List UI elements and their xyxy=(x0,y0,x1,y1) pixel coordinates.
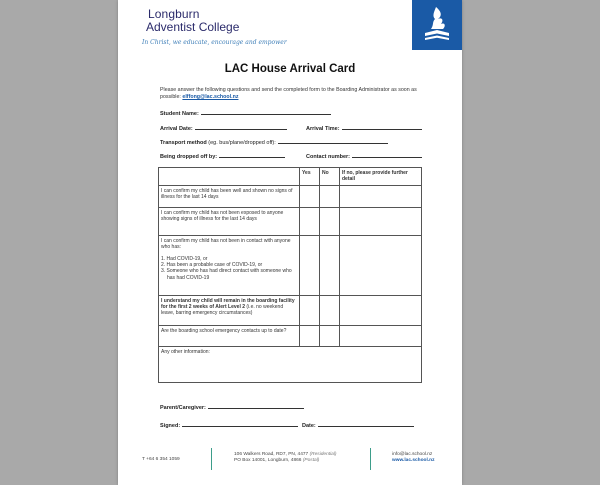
transport-line[interactable] xyxy=(278,138,388,144)
page-title: LAC House Arrival Card xyxy=(224,63,356,75)
address-note2: (Postal) xyxy=(302,458,320,463)
detail-cell[interactable] xyxy=(340,186,422,208)
date-line[interactable] xyxy=(318,421,414,427)
question-intro: I can confirm my child has not been in contact with anyone who has: xyxy=(161,237,291,250)
footer-address xyxy=(234,452,337,464)
no-cell[interactable] xyxy=(320,296,340,326)
signed-line[interactable] xyxy=(182,421,298,427)
date-field xyxy=(302,421,414,429)
student-name-label: Student Name: xyxy=(160,111,199,117)
detail-cell[interactable] xyxy=(340,326,422,347)
no-cell[interactable] xyxy=(320,326,340,347)
no-cell[interactable] xyxy=(320,186,340,208)
header-detail: If no, please provide further detail xyxy=(340,168,422,186)
header-question xyxy=(159,168,300,186)
footer-email[interactable]: info@lac.school.nz xyxy=(392,452,433,457)
arrival-date-field xyxy=(160,124,287,132)
parent-label: Parent/Caregiver: xyxy=(160,405,206,411)
list-item: 2. Has been a probable case of COVID-19, or xyxy=(161,262,263,269)
detail-cell[interactable] xyxy=(340,208,422,236)
arrival-time-label: Arrival Time: xyxy=(306,126,340,132)
header-yes: Yes xyxy=(300,168,320,186)
contact-number-label: Contact number: xyxy=(306,154,350,160)
list-item: 3. Someone who has had direct contact with someone who has had COVID-19 xyxy=(161,268,292,281)
header-no: No xyxy=(320,168,340,186)
table-header-row xyxy=(159,168,422,186)
question-cell: Are the boarding school emergency contacts up to date? xyxy=(159,326,300,347)
contact-email-link[interactable]: elffong@lac.school.nz xyxy=(182,94,239,100)
date-label: Date: xyxy=(302,423,316,429)
footer-website[interactable]: www.lac.school.nz xyxy=(392,458,435,463)
yes-cell[interactable] xyxy=(300,296,320,326)
transport-label: Transport method xyxy=(160,140,207,146)
student-name-field xyxy=(160,109,331,117)
school-name-line1: Longburn xyxy=(148,7,200,21)
question-cell xyxy=(159,296,300,326)
no-cell[interactable] xyxy=(320,208,340,236)
transport-field xyxy=(160,138,388,146)
yes-cell[interactable] xyxy=(300,186,320,208)
table-row xyxy=(159,208,422,236)
dropped-off-field xyxy=(160,152,285,160)
arrival-date-label: Arrival Date: xyxy=(160,126,193,132)
address-line1: 106 Walkers Road, RD7, PN, 4477 xyxy=(234,452,309,457)
footer-phone: T +64 6 354 1059 xyxy=(142,457,180,462)
transport-note: (eg. bus/plane/dropped off): xyxy=(208,140,276,146)
list-item: 1. Had COVID-19, or xyxy=(161,255,208,262)
intro-text xyxy=(160,87,430,101)
question-cell: I can confirm my child has not been exposed to anyone showing signs of illness for the last 14 days xyxy=(159,208,300,236)
contact-number-field xyxy=(306,152,422,160)
school-name-line2: Adventist College xyxy=(146,20,240,34)
church-emblem xyxy=(412,0,462,50)
detail-cell[interactable] xyxy=(340,296,422,326)
parent-line[interactable] xyxy=(208,403,304,409)
arrival-time-line[interactable] xyxy=(342,124,422,130)
dropped-off-line[interactable] xyxy=(219,152,285,158)
contact-number-line[interactable] xyxy=(352,152,422,158)
flame-book-icon xyxy=(412,0,462,50)
yes-cell[interactable] xyxy=(300,326,320,347)
intro-body: Please answer the following questions and send the completed form to the Boarding Administrator as soon as possible: xyxy=(160,87,417,100)
footer-divider xyxy=(211,448,212,470)
question-rest: (i.e. no weekend leave, barring emergency circumstances) xyxy=(161,303,284,316)
document-page xyxy=(118,0,462,485)
address-line2: PO Box 14001, Longburn, 4866 xyxy=(234,458,302,463)
table-row xyxy=(159,186,422,208)
other-info-cell[interactable]: Any other information: xyxy=(159,347,422,383)
school-logo xyxy=(148,8,239,34)
question-cell xyxy=(159,236,300,296)
yes-cell[interactable] xyxy=(300,236,320,296)
signed-label: Signed: xyxy=(160,423,181,429)
school-tagline: In Christ, we educate, encourage and empower xyxy=(142,39,287,46)
dropped-off-label: Being dropped off by: xyxy=(160,154,218,160)
address-note1: (Residential) xyxy=(309,452,337,457)
table-row xyxy=(159,326,422,347)
parent-field xyxy=(160,403,304,411)
arrival-time-field xyxy=(306,124,422,132)
yes-cell[interactable] xyxy=(300,208,320,236)
arrival-date-line[interactable] xyxy=(195,124,287,130)
table-row xyxy=(159,236,422,296)
signed-field xyxy=(160,421,298,429)
footer-divider xyxy=(370,448,371,470)
student-name-line[interactable] xyxy=(201,109,331,115)
no-cell[interactable] xyxy=(320,236,340,296)
questions-table xyxy=(158,167,422,383)
footer-contact xyxy=(392,452,434,464)
question-cell: I can confirm my child has been well and shown no signs of illness for the last 14 days xyxy=(159,186,300,208)
table-row xyxy=(159,347,422,383)
detail-cell[interactable] xyxy=(340,236,422,296)
question-bold: I understand my child will remain in the boarding facility for the first 2 weeks of Alert Level 2 xyxy=(161,297,295,310)
table-row xyxy=(159,296,422,326)
contact-criteria-list xyxy=(161,256,297,281)
